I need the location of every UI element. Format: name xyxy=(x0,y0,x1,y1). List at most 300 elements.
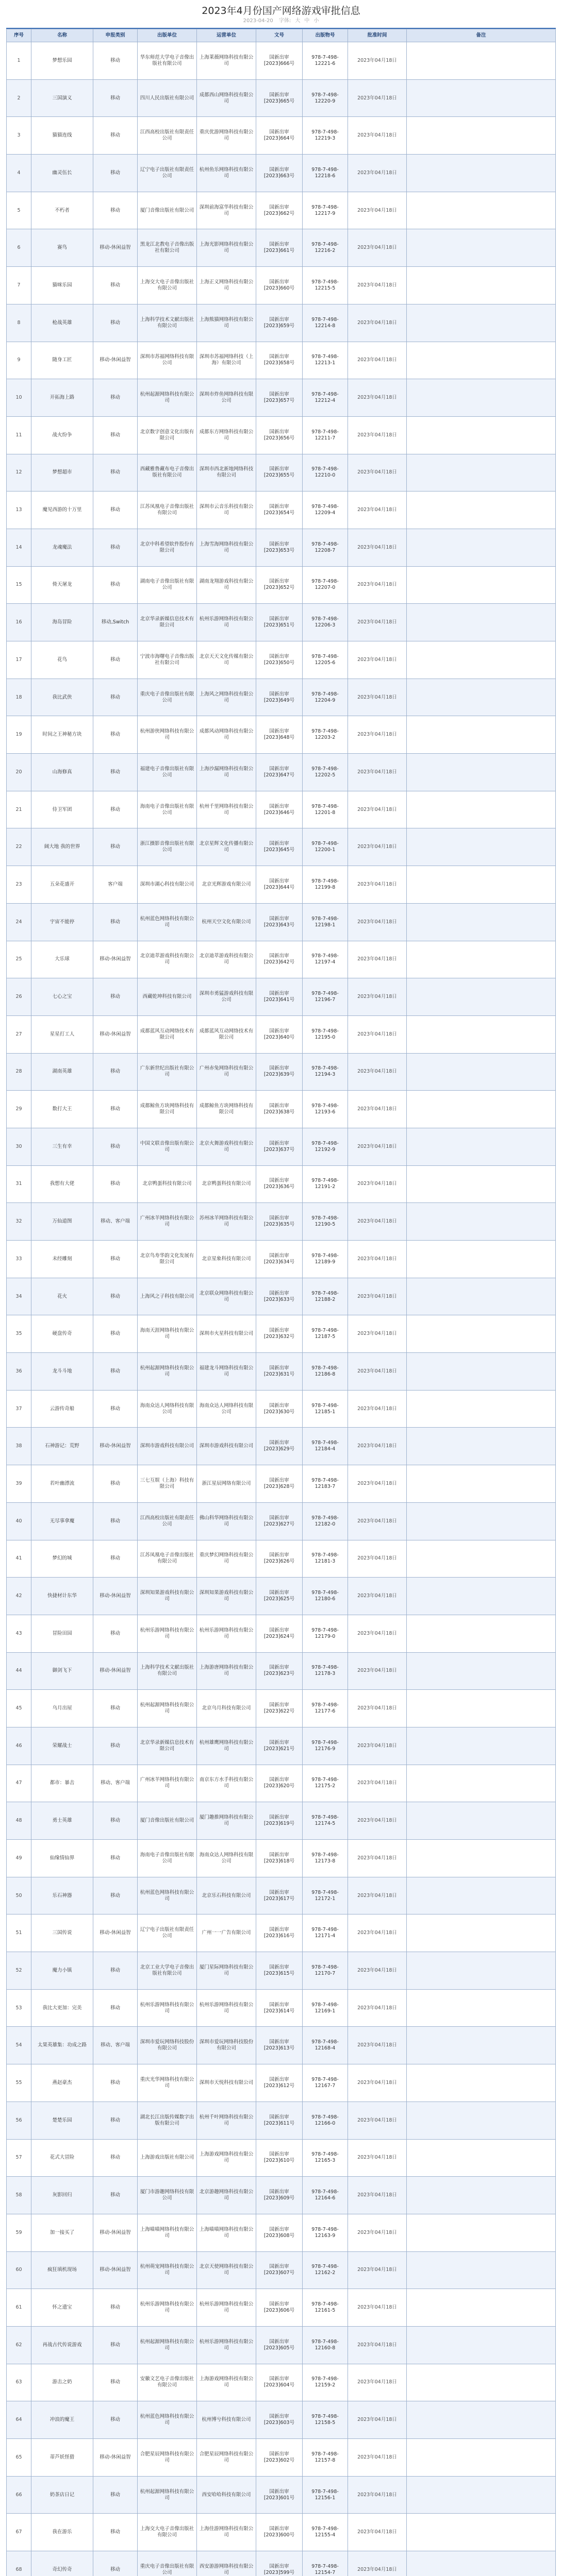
cell-operator: 北京星象科技有限公司 xyxy=(197,1241,256,1278)
cell-publisher: 杭州游侠网络科技有限公司 xyxy=(138,716,197,754)
cell-publisher: 海南天涯网络科技有限公司 xyxy=(138,1315,197,1353)
cell-name: 硬盘传奇 xyxy=(31,1315,93,1353)
cell-approval-date: 2023年04月18日 xyxy=(348,2102,407,2139)
cell-operator: 厦门趣推网络科技有限公司 xyxy=(197,1802,256,1840)
cell-approval-date: 2023年04月18日 xyxy=(348,454,407,492)
cell-no: 22 xyxy=(7,828,31,866)
cell-note xyxy=(407,529,556,566)
cell-operator: 福建龙斗网络科技有限公司 xyxy=(197,1353,256,1391)
cell-operator: 深圳前海富华科技有限公司 xyxy=(197,192,256,229)
table-row xyxy=(7,42,556,80)
cell-approval-date: 2023年04月18日 xyxy=(348,903,407,941)
cell-type: 移动 xyxy=(93,2401,138,2439)
cell-note xyxy=(407,1428,556,1465)
cell-approval-date: 2023年04月18日 xyxy=(348,1989,407,2027)
cell-type: 移动 xyxy=(93,1315,138,1353)
cell-publisher: 杭州乐游网络科技有限公司 xyxy=(138,2289,197,2327)
cell-no: 4 xyxy=(7,155,31,192)
cell-name: 大乐球 xyxy=(31,941,93,978)
cell-publisher: 广州冰羊网络科技有限公司 xyxy=(138,1765,197,1802)
table-row xyxy=(7,791,556,828)
cell-doc-number: 国新出审[2023]623号 xyxy=(256,1652,303,1690)
table-row xyxy=(7,2439,556,2477)
cell-publisher: 厦门音像出版社有限公司 xyxy=(138,1802,197,1840)
cell-isbn: 978-7-498-12178-3 xyxy=(303,1652,348,1690)
cell-name: 梦想超市 xyxy=(31,454,93,492)
cell-doc-number: 国新出审[2023]661号 xyxy=(256,229,303,267)
cell-name: 三生有幸 xyxy=(31,1128,93,1165)
cell-approval-date: 2023年04月18日 xyxy=(348,2439,407,2477)
cell-note xyxy=(407,79,556,117)
cell-no: 16 xyxy=(7,604,31,641)
cell-operator: 杭州鱼乐网络科技有限公司 xyxy=(197,155,256,192)
cell-name: 龙斗斗地 xyxy=(31,1353,93,1391)
cell-publisher: 湖南电子音像出版社有限公司 xyxy=(138,566,197,604)
cell-approval-date: 2023年04月18日 xyxy=(348,2514,407,2551)
cell-name: 七心之宝 xyxy=(31,978,93,1016)
cell-doc-number: 国新出审[2023]655号 xyxy=(256,454,303,492)
cell-name: 魔力小镇 xyxy=(31,1952,93,1990)
cell-type: 移动 xyxy=(93,42,138,80)
cell-no: 35 xyxy=(7,1315,31,1353)
cell-approval-date: 2023年04月18日 xyxy=(348,1203,407,1241)
cell-name: 若叶幽漂流 xyxy=(31,1465,93,1503)
table-row xyxy=(7,79,556,117)
table-row xyxy=(7,2476,556,2514)
cell-note xyxy=(407,2551,556,2576)
cell-approval-date: 2023年04月18日 xyxy=(348,1390,407,1428)
cell-doc-number: 国新出审[2023]612号 xyxy=(256,2064,303,2102)
cell-publisher: 厦门音像出版社有限公司 xyxy=(138,192,197,229)
cell-name: 花式大冒险 xyxy=(31,2139,93,2177)
cell-note xyxy=(407,2177,556,2214)
cell-publisher: 广州冰羊网络科技有限公司 xyxy=(138,1203,197,1241)
cell-type: 移动 xyxy=(93,1502,138,1540)
cell-no: 17 xyxy=(7,641,31,679)
cell-approval-date: 2023年04月18日 xyxy=(348,1652,407,1690)
cell-operator: 北京乌月科技有限公司 xyxy=(197,1690,256,1727)
table-row xyxy=(7,1989,556,2027)
cell-doc-number: 国新出审[2023]622号 xyxy=(256,1690,303,1727)
cell-isbn: 978-7-498-12213-1 xyxy=(303,342,348,379)
cell-isbn: 978-7-498-12205-6 xyxy=(303,641,348,679)
cell-approval-date: 2023年04月18日 xyxy=(348,1690,407,1727)
cell-note xyxy=(407,2251,556,2289)
cell-name: 游击之奶 xyxy=(31,2364,93,2401)
cell-approval-date: 2023年04月18日 xyxy=(348,2064,407,2102)
cell-publisher: 杭州乐游网络科技有限公司 xyxy=(138,1989,197,2027)
cell-doc-number: 国新出审[2023]647号 xyxy=(256,754,303,791)
cell-doc-number: 国新出审[2023]659号 xyxy=(256,304,303,342)
cell-doc-number: 国新出审[2023]600号 xyxy=(256,2514,303,2551)
cell-approval-date: 2023年04月18日 xyxy=(348,379,407,417)
cell-doc-number: 国新出审[2023]617号 xyxy=(256,1877,303,1914)
table-row xyxy=(7,1428,556,1465)
cell-approval-date: 2023年04月18日 xyxy=(348,267,407,304)
cell-name: 花鸟 xyxy=(31,641,93,679)
cell-doc-number: 国新出审[2023]645号 xyxy=(256,828,303,866)
cell-no: 13 xyxy=(7,492,31,529)
cell-isbn: 978-7-498-12191-2 xyxy=(303,1165,348,1203)
table-row xyxy=(7,1765,556,1802)
header-type: 申报类别 xyxy=(93,29,138,42)
cell-doc-number: 国新出审[2023]616号 xyxy=(256,1914,303,1952)
cell-type: 移动 xyxy=(93,2514,138,2551)
cell-operator: 佛山科华网络科技有限公司 xyxy=(197,1502,256,1540)
cell-name: 燕赵豪杰 xyxy=(31,2064,93,2102)
cell-isbn: 978-7-498-12207-0 xyxy=(303,566,348,604)
cell-isbn: 978-7-498-12177-6 xyxy=(303,1690,348,1727)
cell-operator: 深圳市炸鱼网络科技有限公司 xyxy=(197,379,256,417)
cell-type: 移动-休闲益智 xyxy=(93,229,138,267)
cell-isbn: 978-7-498-12220-9 xyxy=(303,79,348,117)
cell-doc-number: 国新出审[2023]665号 xyxy=(256,79,303,117)
cell-operator: 杭州乐游网络科技有限公司 xyxy=(197,604,256,641)
header-publisher: 出版单位 xyxy=(138,29,197,42)
cell-name: 倚天屠龙 xyxy=(31,566,93,604)
table-row xyxy=(7,754,556,791)
cell-approval-date: 2023年04月18日 xyxy=(348,791,407,828)
cell-no: 54 xyxy=(7,2027,31,2064)
cell-isbn: 978-7-498-12159-2 xyxy=(303,2364,348,2401)
cell-operator: 上海莱薇网络科技有限公司 xyxy=(197,42,256,80)
cell-isbn: 978-7-498-12217-9 xyxy=(303,192,348,229)
cell-isbn: 978-7-498-12182-0 xyxy=(303,1502,348,1540)
cell-approval-date: 2023年04月18日 xyxy=(348,1053,407,1091)
cell-type: 移动 xyxy=(93,379,138,417)
cell-approval-date: 2023年04月18日 xyxy=(348,2027,407,2064)
cell-doc-number: 国新出审[2023]642号 xyxy=(256,941,303,978)
cell-isbn: 978-7-498-12180-6 xyxy=(303,1578,348,1615)
cell-doc-number: 国新出审[2023]626号 xyxy=(256,1540,303,1578)
cell-name: 随身工匠 xyxy=(31,342,93,379)
cell-publisher: 厦门市游趣网络科技有限公司 xyxy=(138,2177,197,2214)
cell-operator: 海南众达人网络科技有限公司 xyxy=(197,1840,256,1877)
cell-name: 我比武侠 xyxy=(31,679,93,716)
cell-publisher: 成都鲸鱼方块网络科技有限公司 xyxy=(138,1091,197,1128)
cell-approval-date: 2023年04月18日 xyxy=(348,1015,407,1053)
cell-note xyxy=(407,2401,556,2439)
table-row xyxy=(7,416,556,454)
cell-publisher: 福建电子音像出版社有限公司 xyxy=(138,754,197,791)
cell-name: 太果英雄集：功成之路 xyxy=(31,2027,93,2064)
cell-doc-number: 国新出审[2023]632号 xyxy=(256,1315,303,1353)
cell-no: 49 xyxy=(7,1840,31,1877)
cell-note xyxy=(407,941,556,978)
cell-approval-date: 2023年04月18日 xyxy=(348,1428,407,1465)
cell-no: 65 xyxy=(7,2439,31,2477)
cell-no: 43 xyxy=(7,1615,31,1652)
cell-type: 移动 xyxy=(93,2476,138,2514)
cell-no: 44 xyxy=(7,1652,31,1690)
cell-isbn: 978-7-498-12206-3 xyxy=(303,604,348,641)
cell-no: 21 xyxy=(7,791,31,828)
cell-type: 移动 xyxy=(93,1840,138,1877)
cell-no: 32 xyxy=(7,1203,31,1241)
cell-note xyxy=(407,1690,556,1727)
cell-no: 61 xyxy=(7,2289,31,2327)
font-size-small[interactable]: 小 xyxy=(313,18,319,24)
cell-type: 移动-休闲益智 xyxy=(93,1914,138,1952)
cell-name: 山海修真 xyxy=(31,754,93,791)
cell-publisher: 重庆电子音像出版社有限公司 xyxy=(138,2551,197,2576)
cell-publisher: 北京中科希望软件股份有限公司 xyxy=(138,529,197,566)
cell-approval-date: 2023年04月18日 xyxy=(348,1765,407,1802)
cell-type: 移动 xyxy=(93,2139,138,2177)
cell-no: 3 xyxy=(7,117,31,155)
cell-isbn: 978-7-498-12187-5 xyxy=(303,1315,348,1353)
cell-approval-date: 2023年04月18日 xyxy=(348,2177,407,2214)
cell-operator: 上海熊猫网络科技有限公司 xyxy=(197,304,256,342)
cell-no: 24 xyxy=(7,903,31,941)
table-row xyxy=(7,2102,556,2139)
publish-date: 2023-04-20 xyxy=(243,18,273,24)
cell-type: 移动 xyxy=(93,1615,138,1652)
cell-isbn: 978-7-498-12157-8 xyxy=(303,2439,348,2477)
cell-publisher: 合肥星辰网络科技有限公司 xyxy=(138,2439,197,2477)
table-row xyxy=(7,1952,556,1990)
page-title: 2023年4月份国产网络游戏审批信息 xyxy=(202,5,360,16)
table-row xyxy=(7,529,556,566)
cell-no: 1 xyxy=(7,42,31,80)
cell-isbn: 978-7-498-12154-7 xyxy=(303,2551,348,2576)
header-operator: 运营单位 xyxy=(197,29,256,42)
font-size-medium[interactable]: 中 xyxy=(304,18,310,24)
cell-note xyxy=(407,1914,556,1952)
cell-isbn: 978-7-498-12167-7 xyxy=(303,2064,348,2102)
cell-doc-number: 国新出审[2023]606号 xyxy=(256,2289,303,2327)
cell-type: 移动 xyxy=(93,155,138,192)
cell-isbn: 978-7-498-12185-1 xyxy=(303,1390,348,1428)
cell-publisher: 江苏凤凰电子音像出版社有限公司 xyxy=(138,1540,197,1578)
cell-name: 快捷材计东华 xyxy=(31,1578,93,1615)
cell-name: 宇宙不能停 xyxy=(31,903,93,941)
cell-operator: 上海游唐网络科技有限公司 xyxy=(197,1652,256,1690)
cell-isbn: 978-7-498-12203-2 xyxy=(303,716,348,754)
cell-publisher: 深圳市苏福网络科技有限公司 xyxy=(138,342,197,379)
table-row xyxy=(7,2064,556,2102)
cell-approval-date: 2023年04月18日 xyxy=(348,1578,407,1615)
cell-note xyxy=(407,1615,556,1652)
cell-doc-number: 国新出审[2023]602号 xyxy=(256,2439,303,2477)
cell-isbn: 978-7-498-12216-2 xyxy=(303,229,348,267)
cell-note xyxy=(407,1652,556,1690)
cell-publisher: 辽宁电子出版社有限责任公司 xyxy=(138,155,197,192)
cell-operator: 苏州冰羊网络科技有限公司 xyxy=(197,1203,256,1241)
cell-doc-number: 国新出审[2023]650号 xyxy=(256,641,303,679)
table-row xyxy=(7,566,556,604)
cell-approval-date: 2023年04月18日 xyxy=(348,2364,407,2401)
cell-approval-date: 2023年04月18日 xyxy=(348,2551,407,2576)
cell-approval-date: 2023年04月18日 xyxy=(348,941,407,978)
table-row xyxy=(7,2364,556,2401)
cell-no: 67 xyxy=(7,2514,31,2551)
cell-note xyxy=(407,1952,556,1990)
cell-name: 湖南英雄 xyxy=(31,1053,93,1091)
cell-no: 50 xyxy=(7,1877,31,1914)
cell-isbn: 978-7-498-12190-5 xyxy=(303,1203,348,1241)
cell-note xyxy=(407,2289,556,2327)
cell-doc-number: 国新出审[2023]618号 xyxy=(256,1840,303,1877)
cell-publisher: 广东新世纪出版社有限公司 xyxy=(138,1053,197,1091)
table-row xyxy=(7,679,556,716)
cell-type: 移动 xyxy=(93,1540,138,1578)
table-row xyxy=(7,2177,556,2214)
table-row xyxy=(7,1353,556,1391)
cell-name: 侍卫军团 xyxy=(31,791,93,828)
cell-no: 63 xyxy=(7,2364,31,2401)
cell-doc-number: 国新出审[2023]648号 xyxy=(256,716,303,754)
cell-no: 60 xyxy=(7,2251,31,2289)
cell-no: 57 xyxy=(7,2139,31,2177)
cell-publisher: 北京华录新媒信息技术有限公司 xyxy=(138,604,197,641)
cell-note xyxy=(407,1315,556,1353)
cell-note xyxy=(407,754,556,791)
cell-name: 冲浪的魔王 xyxy=(31,2401,93,2439)
cell-type: 移动-休闲益智 xyxy=(93,941,138,978)
cell-type: 移动 xyxy=(93,529,138,566)
cell-name: 勇士英雄 xyxy=(31,1802,93,1840)
cell-doc-number: 国新出审[2023]641号 xyxy=(256,978,303,1016)
cell-approval-date: 2023年04月18日 xyxy=(348,1091,407,1128)
cell-no: 48 xyxy=(7,1802,31,1840)
cell-publisher: 浙江摄影音像出版社有限公司 xyxy=(138,828,197,866)
cell-approval-date: 2023年04月18日 xyxy=(348,566,407,604)
cell-type: 移动 xyxy=(93,454,138,492)
cell-type: 移动 xyxy=(93,2177,138,2214)
cell-isbn: 978-7-498-12168-4 xyxy=(303,2027,348,2064)
table-row xyxy=(7,1278,556,1315)
cell-isbn: 978-7-498-12174-5 xyxy=(303,1802,348,1840)
cell-operator: 成都鲸鱼方块网络科技有限公司 xyxy=(197,1091,256,1128)
table-row xyxy=(7,342,556,379)
table-row xyxy=(7,641,556,679)
table-row xyxy=(7,903,556,941)
cell-publisher: 北京鸟寿华韵文化发展有限公司 xyxy=(138,1241,197,1278)
cell-no: 11 xyxy=(7,416,31,454)
cell-no: 47 xyxy=(7,1765,31,1802)
cell-note xyxy=(407,1765,556,1802)
cell-note xyxy=(407,1353,556,1391)
table-row xyxy=(7,1128,556,1165)
cell-publisher: 江苏凤凰电子音像出版社有限公司 xyxy=(138,492,197,529)
cell-no: 5 xyxy=(7,192,31,229)
cell-publisher: 华东师范大学电子音像出版社有限公司 xyxy=(138,42,197,80)
cell-approval-date: 2023年04月18日 xyxy=(348,2251,407,2289)
cell-doc-number: 国新出审[2023]637号 xyxy=(256,1128,303,1165)
table-row xyxy=(7,1727,556,1765)
cell-name: 时间之王神秘方块 xyxy=(31,716,93,754)
cell-operator: 合肥星辰网络科技有限公司 xyxy=(197,2439,256,2477)
cell-note xyxy=(407,2476,556,2514)
cell-note xyxy=(407,342,556,379)
cell-operator: 杭州博兮科技有限公司 xyxy=(197,2401,256,2439)
cell-operator: 深圳市西北新地网络科技有限公司 xyxy=(197,454,256,492)
cell-approval-date: 2023年04月18日 xyxy=(348,2289,407,2327)
cell-doc-number: 国新出审[2023]604号 xyxy=(256,2364,303,2401)
cell-no: 52 xyxy=(7,1952,31,1990)
cell-publisher: 杭州蓝色网络科技有限公司 xyxy=(138,1877,197,1914)
table-row xyxy=(7,492,556,529)
font-size-label: 字体: xyxy=(278,18,291,24)
cell-no: 30 xyxy=(7,1128,31,1165)
cell-no: 19 xyxy=(7,716,31,754)
cell-note xyxy=(407,1540,556,1578)
cell-publisher: 江西高校出版社有限责任公司 xyxy=(138,117,197,155)
cell-approval-date: 2023年04月18日 xyxy=(348,304,407,342)
cell-operator: 杭州天空文化有限公司 xyxy=(197,903,256,941)
cell-name: 开拓海上路 xyxy=(31,379,93,417)
cell-type: 移动 xyxy=(93,192,138,229)
font-size-large[interactable]: 大 xyxy=(295,18,301,24)
cell-name: 仙缘情仙界 xyxy=(31,1840,93,1877)
cell-note xyxy=(407,192,556,229)
cell-name: 奶茶店日记 xyxy=(31,2476,93,2514)
cell-publisher: 四川人民出版社有限公司 xyxy=(138,79,197,117)
cell-publisher: 宁波市海曙电子音像出版社有限公司 xyxy=(138,641,197,679)
table-row xyxy=(7,941,556,978)
table-row xyxy=(7,978,556,1016)
cell-isbn: 978-7-498-12170-7 xyxy=(303,1952,348,1990)
cell-publisher: 杭州起源网络科技有限公司 xyxy=(138,379,197,417)
cell-isbn: 978-7-498-12194-3 xyxy=(303,1053,348,1091)
cell-doc-number: 国新出审[2023]656号 xyxy=(256,416,303,454)
table-row xyxy=(7,1615,556,1652)
approval-table xyxy=(6,29,556,2576)
cell-operator: 北京乐石科技有限公司 xyxy=(197,1877,256,1914)
cell-doc-number: 国新出审[2023]663号 xyxy=(256,155,303,192)
cell-note xyxy=(407,716,556,754)
table-row xyxy=(7,1241,556,1278)
cell-isbn: 978-7-498-12188-2 xyxy=(303,1278,348,1315)
cell-isbn: 978-7-498-12158-5 xyxy=(303,2401,348,2439)
cell-note xyxy=(407,1091,556,1128)
cell-no: 8 xyxy=(7,304,31,342)
cell-doc-number: 国新出审[2023]599号 xyxy=(256,2551,303,2576)
cell-operator: 深圳知果游戏科技有限公司 xyxy=(197,1578,256,1615)
cell-approval-date: 2023年04月18日 xyxy=(348,1353,407,1391)
cell-type: 移动 xyxy=(93,641,138,679)
cell-type: 移动 xyxy=(93,2289,138,2327)
cell-name: 龙魂魔法 xyxy=(31,529,93,566)
cell-operator: 重庆梦幻网络科技有限公司 xyxy=(197,1540,256,1578)
cell-doc-number: 国新出审[2023]613号 xyxy=(256,2027,303,2064)
cell-no: 9 xyxy=(7,342,31,379)
cell-approval-date: 2023年04月18日 xyxy=(348,1128,407,1165)
cell-note xyxy=(407,1578,556,1615)
cell-type: 移动 xyxy=(93,1053,138,1091)
cell-note xyxy=(407,1802,556,1840)
cell-type: 移动-休闲益智 xyxy=(93,1428,138,1465)
cell-name: 五朵花盛开 xyxy=(31,866,93,904)
cell-name: 三国演义 xyxy=(31,79,93,117)
cell-publisher: 杭州蓝色网络科技有限公司 xyxy=(138,903,197,941)
cell-type: 客户端 xyxy=(93,866,138,904)
cell-doc-number: 国新出审[2023]633号 xyxy=(256,1278,303,1315)
cell-publisher: 安徽文艺电子音像出版社有限公司 xyxy=(138,2364,197,2401)
cell-doc-number: 国新出审[2023]628号 xyxy=(256,1465,303,1503)
cell-no: 10 xyxy=(7,379,31,417)
cell-type: 移动 xyxy=(93,1989,138,2027)
cell-no: 23 xyxy=(7,866,31,904)
cell-type: 移动 xyxy=(93,1390,138,1428)
cell-doc-number: 国新出审[2023]664号 xyxy=(256,117,303,155)
cell-note xyxy=(407,379,556,417)
cell-publisher: 杭州起源网络科技有限公司 xyxy=(138,1690,197,1727)
cell-name: 海岛冒险 xyxy=(31,604,93,641)
cell-approval-date: 2023年04月18日 xyxy=(348,1727,407,1765)
cell-doc-number: 国新出审[2023]644号 xyxy=(256,866,303,904)
